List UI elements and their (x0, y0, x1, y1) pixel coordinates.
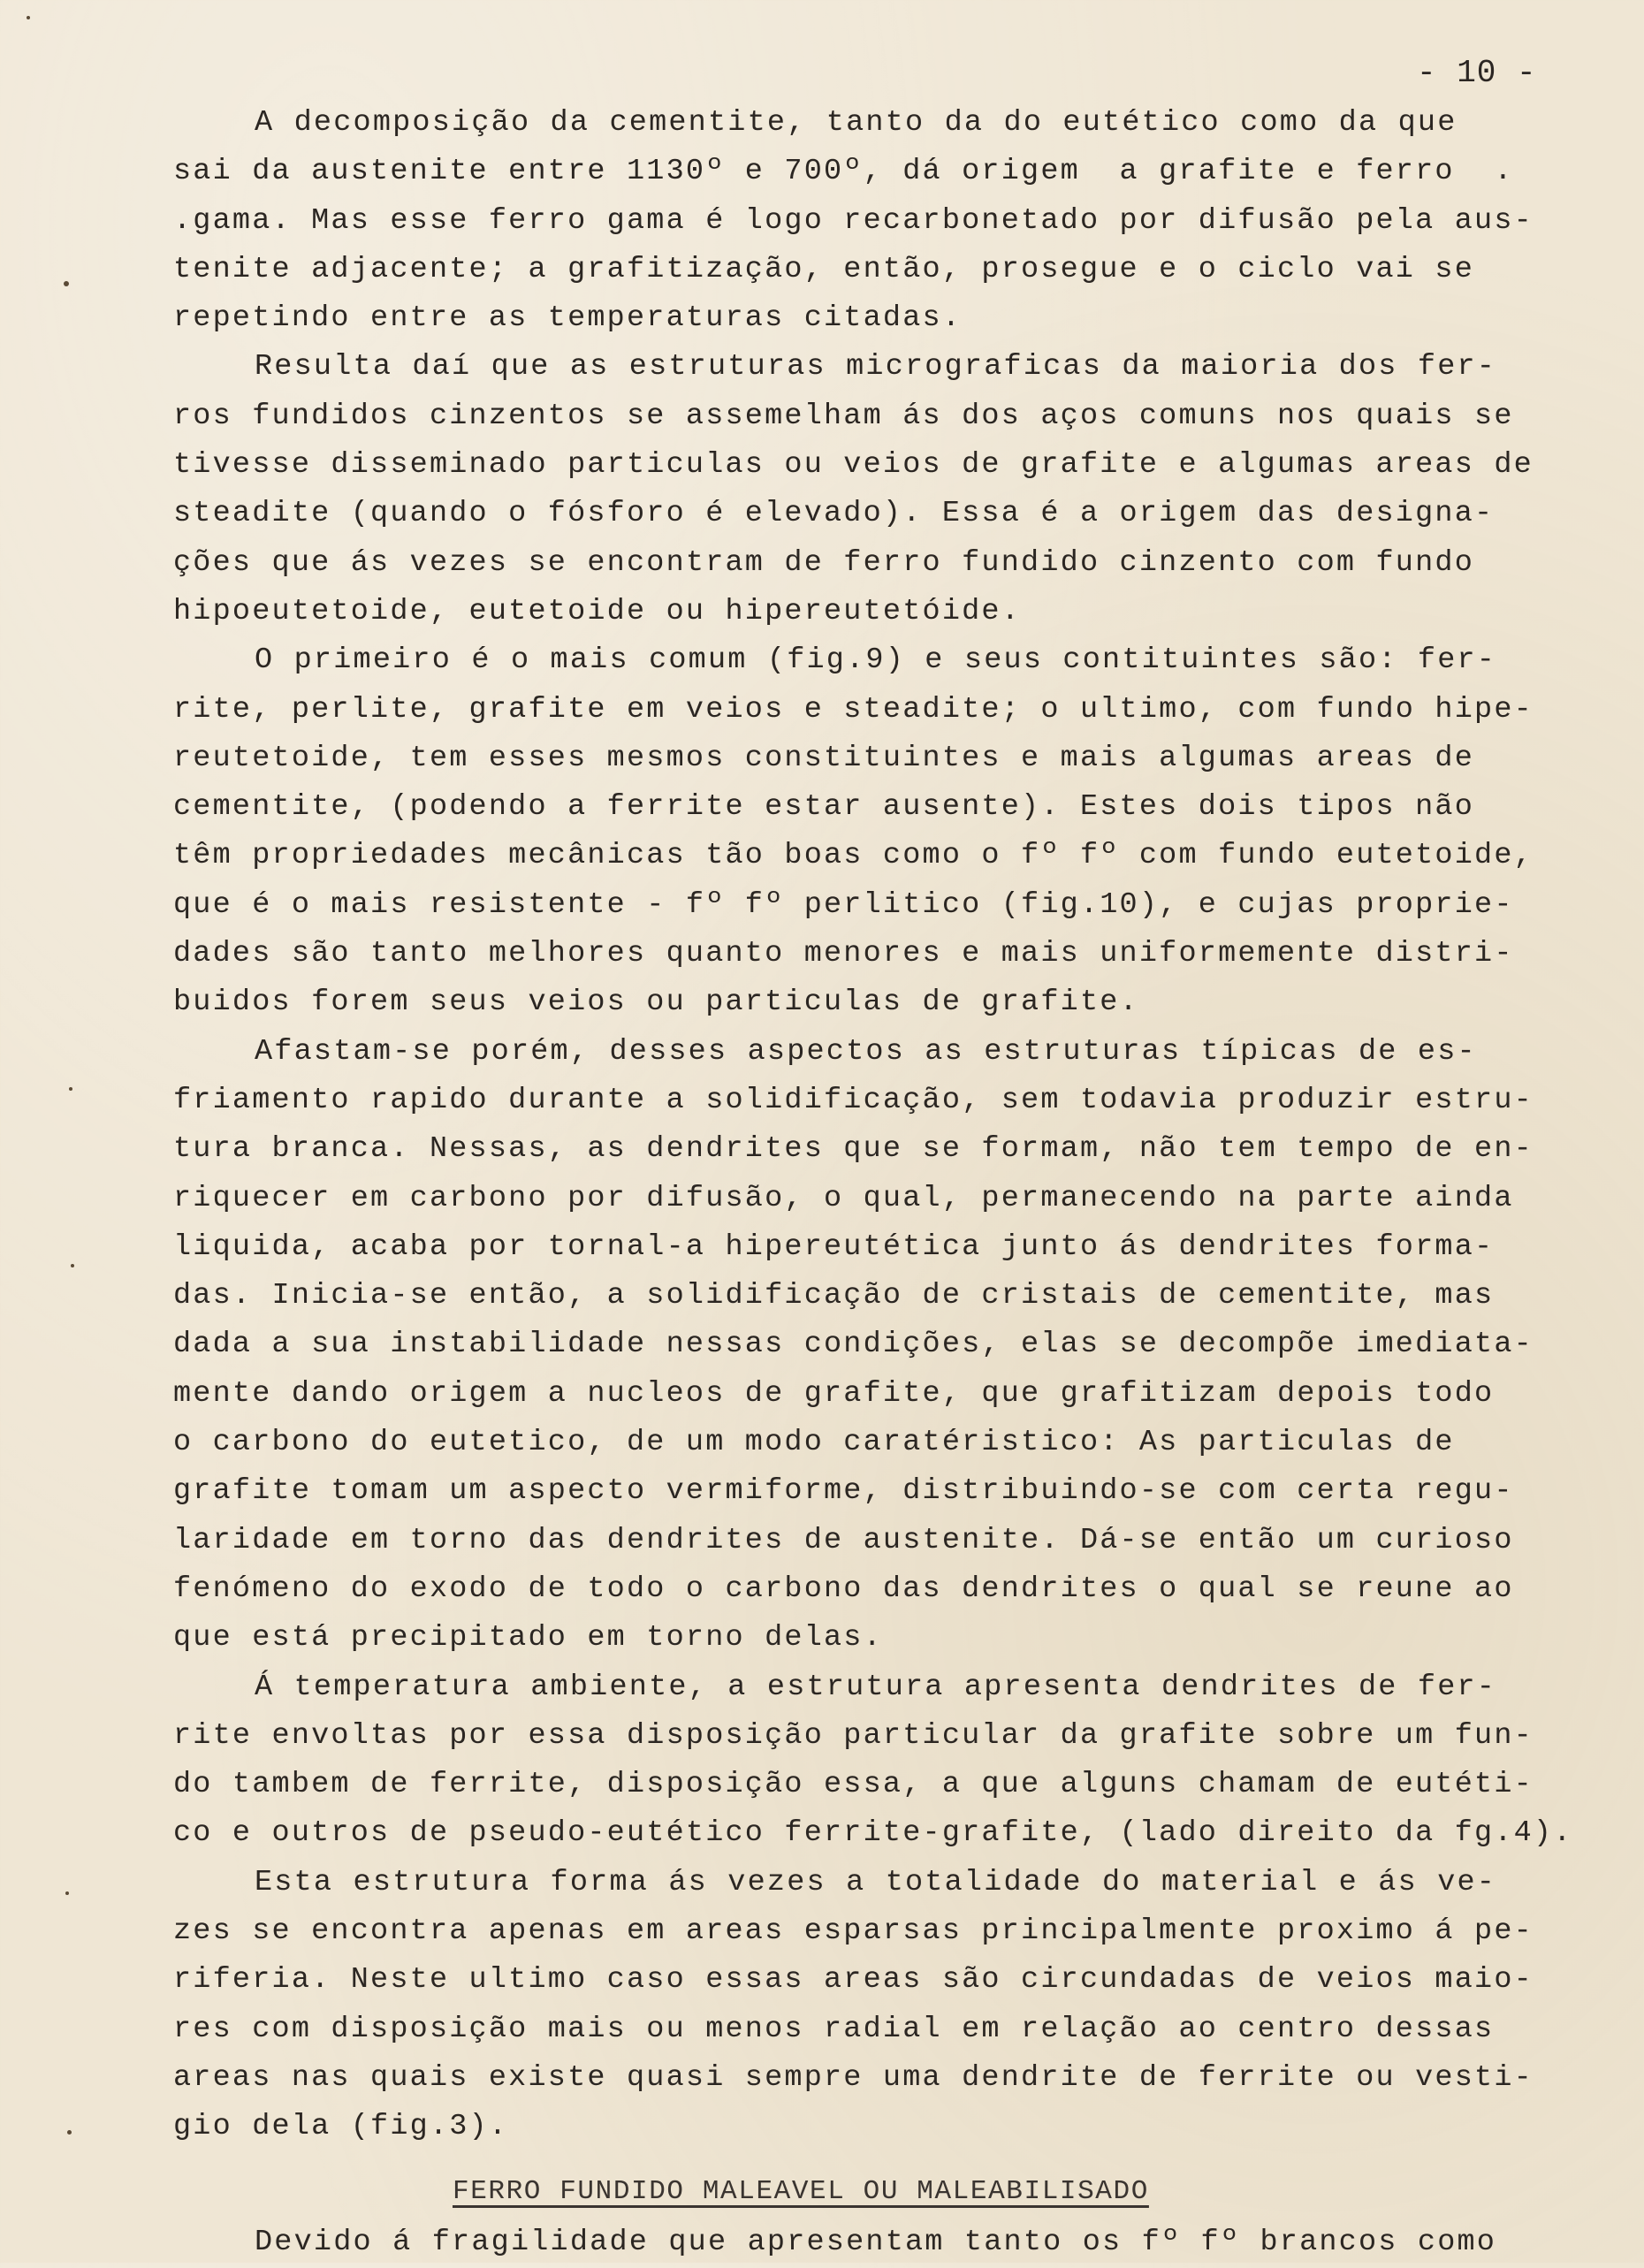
paragraph (173, 1028, 1552, 1663)
text-line: do tambem de ferrite, disposição essa, a que alguns chamam de eutéti- (173, 1768, 1534, 1802)
text-line: cementite, (podendo a ferrite estar ausente). Estes dois tipos não (173, 790, 1475, 825)
text-line: co e outros de pseudo-eutético ferrite-grafite, (lado direito da fg.4). (173, 1816, 1573, 1851)
paper-speck (64, 281, 69, 286)
section-heading-row (173, 2165, 1552, 2219)
text-line: têm propriedades mecânicas tão boas como o fº fº com fundo eutetoide, (173, 839, 1534, 873)
paper-speck (71, 1264, 74, 1267)
text-line: Á temperatura ambiente, a estrutura apresenta dendrites de fer- (255, 1670, 1497, 1704)
text-line: ros fundidos cinzentos se assemelham ás dos aços comuns nos quais se (173, 399, 1514, 433)
page-number: - 10 - (1417, 55, 1537, 91)
text-line: friamento rapido durante a solidificação, sem todavia produzir estru- (173, 1083, 1534, 1117)
text-line: zes se encontra apenas em areas esparsas principalmente proximo á pe- (173, 1914, 1534, 1948)
text-line: liquida, acaba por tornal-a hipereutética junto ás dendrites forma- (173, 1229, 1495, 1264)
text-line: sai da austenite entre 1130º e 700º, dá origem a grafite e ferro . (173, 155, 1514, 189)
text-line: reutetoide, tem esses mesmos constituintes e mais algumas areas de (173, 741, 1475, 775)
body-text (173, 99, 1573, 2268)
text-line: Devido á fragilidade que apresentam tanto os fº fº brancos como (255, 2226, 1497, 2260)
text-line: dada a sua instabilidade nessas condições, elas se decompõe imediata- (173, 1328, 1534, 1362)
text-line: res com disposição mais ou menos radial em relação ao centro dessas (173, 2012, 1495, 2046)
text-line: mente dando origem a nucleos de grafite, que grafitizam depois todo (173, 1376, 1495, 1411)
text-line: .gama. Mas esse ferro gama é logo recarbonetado por difusão pela aus- (173, 203, 1534, 238)
text-line: rite envoltas por essa disposição particular da grafite sobre um fun- (173, 1718, 1534, 1753)
text-line: steadite (quando o fósforo é elevado). Essa é a origem das designa- (173, 497, 1495, 531)
text-line: riferia. Neste ultimo caso essas areas são circundadas de veios maio- (173, 1963, 1534, 1998)
text-line: laridade em torno das dendrites de austenite. Dá-se então um curioso (173, 1523, 1514, 1557)
paper-speck (65, 1891, 69, 1895)
text-line: dades são tanto melhores quanto menores e mais uniformemente distri- (173, 937, 1514, 971)
paper-speck (69, 1087, 72, 1091)
paragraph (173, 1859, 1552, 2152)
paragraph (173, 343, 1552, 636)
text-line: O primeiro é o mais comum (fig.9) e seus contituintes são: fer- (255, 643, 1497, 678)
text-line: das. Inicia-se então, a solidificação de cristais de cementite, mas (173, 1279, 1495, 1313)
paragraph (173, 636, 1552, 1027)
text-line: A decomposição da cementite, tanto da do eutético como da que (255, 106, 1458, 140)
text-line: grafite tomam um aspecto vermiforme, distribuindo-se com certa regu- (173, 1474, 1514, 1509)
text-line: tenite adjacente; a grafitização, então, prosegue e o ciclo vai se (173, 252, 1475, 286)
text-line: tivesse disseminado particulas ou veios de grafite e algumas areas de (173, 448, 1534, 483)
text-line: que está precipitado em torno delas. (173, 1621, 883, 1655)
text-line: Afastam-se porém, desses aspectos as estruturas típicas de es- (255, 1034, 1477, 1069)
text-line: ções que ás vezes se encontram de ferro fundido cinzento com fundo (173, 545, 1475, 580)
text-line: rite, perlite, grafite em veios e steadite; o ultimo, com fundo hipe- (173, 692, 1534, 727)
text-line: hipoeutetoide, eutetoide ou hipereutetóide. (173, 594, 1022, 628)
text-line: fenómeno do exodo de todo o carbono das dendrites o qual se reune ao (173, 1572, 1514, 1606)
text-line: Esta estrutura forma ás vezes a totalidade do material e ás ve- (255, 1865, 1497, 1899)
paper-speck (67, 2130, 72, 2135)
text-line: que é o mais resistente - fº fº perlitico (fig.10), e cujas proprie- (173, 887, 1514, 922)
text-line: o carbono do eutetico, de um modo caratéristico: As particulas de (173, 1426, 1455, 1460)
paragraph (173, 2219, 1552, 2267)
text-line: areas nas quais existe quasi sempre uma dendrite de ferrite ou vesti- (173, 2060, 1534, 2095)
text-line: Resulta daí que as estruturas micrograficas da maioria dos fer- (255, 350, 1497, 384)
section-heading: FERRO FUNDIDO MALEAVEL OU MALEABILISADO (453, 2176, 1149, 2208)
text-line: tura branca. Nessas, as dendrites que se formam, não tem tempo de en- (173, 1132, 1534, 1167)
text-line: gio dela (fig.3). (173, 2110, 509, 2144)
paragraph (173, 99, 1552, 343)
text-line: repetindo entre as temperaturas citadas. (173, 301, 963, 336)
text-line: buidos forem seus veios ou particulas de grafite. (173, 986, 1139, 1020)
paper-speck (27, 16, 30, 19)
text-line: riquecer em carbono por difusão, o qual, permanecendo na parte ainda (173, 1181, 1514, 1215)
paragraph (173, 1663, 1573, 1859)
